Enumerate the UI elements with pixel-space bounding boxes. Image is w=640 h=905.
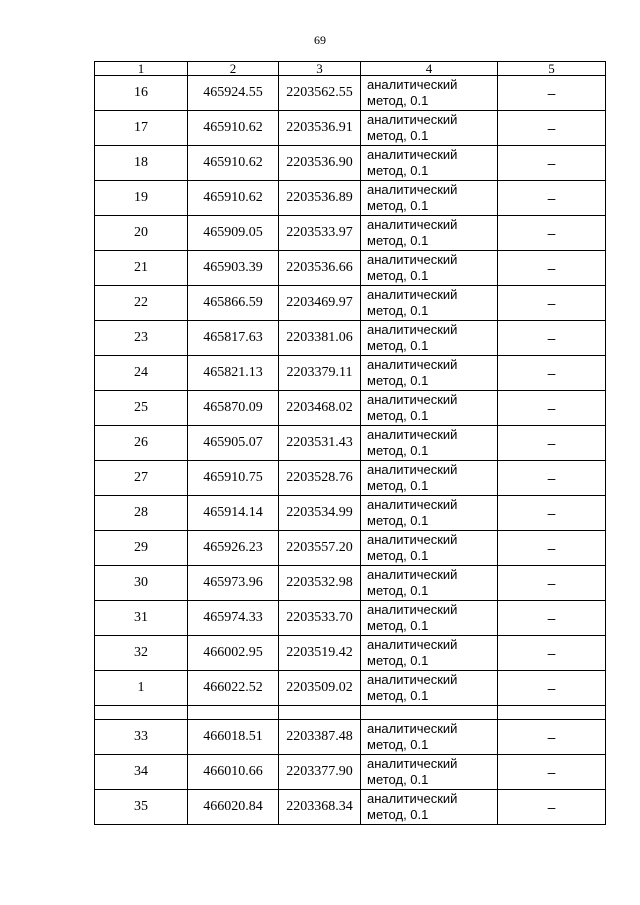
table-row [95, 755, 606, 790]
method-line-1: аналитический [367, 217, 458, 232]
x-coordinate-cell: 465924.55 [188, 76, 279, 111]
dash-cell: – [498, 531, 606, 566]
dash-cell: – [498, 181, 606, 216]
table-row [95, 146, 606, 181]
method-line-2: метод, 0.1 [367, 478, 429, 493]
point-number-cell: 33 [95, 720, 188, 755]
point-number-cell: 16 [95, 76, 188, 111]
method-cell [361, 636, 498, 671]
method-line-1: аналитический [367, 756, 458, 771]
y-coordinate-cell: 2203377.90 [279, 755, 361, 790]
method-cell [361, 216, 498, 251]
method-line-2: метод, 0.1 [367, 373, 429, 388]
point-number-cell: 22 [95, 286, 188, 321]
method-cell [361, 391, 498, 426]
method-line-1: аналитический [367, 112, 458, 127]
dash-cell: – [498, 216, 606, 251]
method-line-1: аналитический [367, 287, 458, 302]
method-line-1: аналитический [367, 392, 458, 407]
dash-cell: – [498, 391, 606, 426]
header-cell-4: 4 [361, 62, 498, 76]
method-line-2: метод, 0.1 [367, 583, 429, 598]
table-row [95, 790, 606, 825]
method-cell [361, 111, 498, 146]
header-cell-2: 2 [188, 62, 279, 76]
table-row [95, 601, 606, 636]
method-line-1: аналитический [367, 567, 458, 582]
point-number-cell: 24 [95, 356, 188, 391]
y-coordinate-cell: 2203379.11 [279, 356, 361, 391]
method-cell [361, 601, 498, 636]
y-coordinate-cell: 2203536.66 [279, 251, 361, 286]
table-row [95, 496, 606, 531]
table-row [95, 321, 606, 356]
point-number-cell: 35 [95, 790, 188, 825]
empty-cell [95, 706, 188, 720]
table-header-row [95, 62, 606, 76]
y-coordinate-cell: 2203534.99 [279, 496, 361, 531]
table-row [95, 531, 606, 566]
page-number: 69 [314, 33, 326, 47]
x-coordinate-cell: 466010.66 [188, 755, 279, 790]
dash-cell: – [498, 636, 606, 671]
x-coordinate-cell: 465905.07 [188, 426, 279, 461]
x-coordinate-cell: 466002.95 [188, 636, 279, 671]
point-number-cell: 26 [95, 426, 188, 461]
y-coordinate-cell: 2203562.55 [279, 76, 361, 111]
coordinates-table [94, 61, 606, 825]
x-coordinate-cell: 465903.39 [188, 251, 279, 286]
dash-cell: – [498, 720, 606, 755]
method-cell [361, 181, 498, 216]
dash-cell: – [498, 426, 606, 461]
point-number-cell: 19 [95, 181, 188, 216]
point-number-cell: 25 [95, 391, 188, 426]
method-cell [361, 720, 498, 755]
header-cell-1: 1 [95, 62, 188, 76]
table-row [95, 391, 606, 426]
method-line-1: аналитический [367, 147, 458, 162]
method-line-2: метод, 0.1 [367, 737, 429, 752]
header-cell-3: 3 [279, 62, 361, 76]
dash-cell: – [498, 251, 606, 286]
dash-cell: – [498, 755, 606, 790]
table-row [95, 181, 606, 216]
x-coordinate-cell: 465817.63 [188, 321, 279, 356]
method-line-2: метод, 0.1 [367, 128, 429, 143]
method-line-1: аналитический [367, 357, 458, 372]
y-coordinate-cell: 2203519.42 [279, 636, 361, 671]
method-line-2: метод, 0.1 [367, 513, 429, 528]
y-coordinate-cell: 2203532.98 [279, 566, 361, 601]
y-coordinate-cell: 2203381.06 [279, 321, 361, 356]
method-cell [361, 755, 498, 790]
method-line-1: аналитический [367, 322, 458, 337]
method-cell [361, 496, 498, 531]
method-line-2: метод, 0.1 [367, 163, 429, 178]
method-cell [361, 251, 498, 286]
y-coordinate-cell: 2203536.89 [279, 181, 361, 216]
method-line-2: метод, 0.1 [367, 303, 429, 318]
dash-cell: – [498, 111, 606, 146]
y-coordinate-cell: 2203536.90 [279, 146, 361, 181]
point-number-cell: 27 [95, 461, 188, 496]
dash-cell: – [498, 566, 606, 601]
empty-cell [279, 706, 361, 720]
table-row [95, 286, 606, 321]
point-number-cell: 31 [95, 601, 188, 636]
method-line-1: аналитический [367, 602, 458, 617]
method-line-1: аналитический [367, 427, 458, 442]
method-cell [361, 321, 498, 356]
method-cell [361, 566, 498, 601]
dash-cell: – [498, 496, 606, 531]
x-coordinate-cell: 465870.09 [188, 391, 279, 426]
coordinates-table-body [95, 62, 606, 825]
y-coordinate-cell: 2203557.20 [279, 531, 361, 566]
method-line-2: метод, 0.1 [367, 618, 429, 633]
method-line-1: аналитический [367, 721, 458, 736]
dash-cell: – [498, 671, 606, 706]
point-number-cell: 34 [95, 755, 188, 790]
method-line-2: метод, 0.1 [367, 233, 429, 248]
x-coordinate-cell: 465910.62 [188, 111, 279, 146]
method-cell [361, 461, 498, 496]
x-coordinate-cell: 465866.59 [188, 286, 279, 321]
dash-cell: – [498, 790, 606, 825]
header-cell-5: 5 [498, 62, 606, 76]
method-line-2: метод, 0.1 [367, 807, 429, 822]
y-coordinate-cell: 2203528.76 [279, 461, 361, 496]
method-cell [361, 790, 498, 825]
table-row [95, 111, 606, 146]
y-coordinate-cell: 2203469.97 [279, 286, 361, 321]
y-coordinate-cell: 2203531.43 [279, 426, 361, 461]
method-line-1: аналитический [367, 252, 458, 267]
table-row [95, 461, 606, 496]
method-line-2: метод, 0.1 [367, 548, 429, 563]
x-coordinate-cell: 466018.51 [188, 720, 279, 755]
point-number-cell: 28 [95, 496, 188, 531]
x-coordinate-cell: 465973.96 [188, 566, 279, 601]
method-line-2: метод, 0.1 [367, 653, 429, 668]
method-cell [361, 356, 498, 391]
method-line-2: метод, 0.1 [367, 268, 429, 283]
x-coordinate-cell: 465974.33 [188, 601, 279, 636]
dash-cell: – [498, 601, 606, 636]
dash-cell: – [498, 356, 606, 391]
method-cell [361, 426, 498, 461]
point-number-cell: 18 [95, 146, 188, 181]
method-line-2: метод, 0.1 [367, 772, 429, 787]
x-coordinate-cell: 466022.52 [188, 671, 279, 706]
method-line-2: метод, 0.1 [367, 443, 429, 458]
point-number-cell: 32 [95, 636, 188, 671]
y-coordinate-cell: 2203509.02 [279, 671, 361, 706]
method-cell [361, 531, 498, 566]
y-coordinate-cell: 2203468.02 [279, 391, 361, 426]
method-line-2: метод, 0.1 [367, 408, 429, 423]
x-coordinate-cell: 465910.75 [188, 461, 279, 496]
y-coordinate-cell: 2203368.34 [279, 790, 361, 825]
table-row [95, 426, 606, 461]
method-cell [361, 146, 498, 181]
x-coordinate-cell: 465821.13 [188, 356, 279, 391]
x-coordinate-cell: 466020.84 [188, 790, 279, 825]
method-line-1: аналитический [367, 77, 458, 92]
dash-cell: – [498, 286, 606, 321]
method-line-2: метод, 0.1 [367, 688, 429, 703]
point-number-cell: 1 [95, 671, 188, 706]
method-line-1: аналитический [367, 637, 458, 652]
point-number-cell: 30 [95, 566, 188, 601]
x-coordinate-cell: 465910.62 [188, 146, 279, 181]
method-line-2: метод, 0.1 [367, 338, 429, 353]
x-coordinate-cell: 465909.05 [188, 216, 279, 251]
empty-cell [361, 706, 498, 720]
table-row [95, 76, 606, 111]
dash-cell: – [498, 146, 606, 181]
x-coordinate-cell: 465914.14 [188, 496, 279, 531]
dash-cell: – [498, 76, 606, 111]
method-line-1: аналитический [367, 182, 458, 197]
table-row [95, 216, 606, 251]
y-coordinate-cell: 2203533.97 [279, 216, 361, 251]
method-line-1: аналитический [367, 672, 458, 687]
dash-cell: – [498, 321, 606, 356]
method-line-1: аналитический [367, 497, 458, 512]
point-number-cell: 17 [95, 111, 188, 146]
point-number-cell: 29 [95, 531, 188, 566]
method-line-2: метод, 0.1 [367, 93, 429, 108]
point-number-cell: 21 [95, 251, 188, 286]
y-coordinate-cell: 2203536.91 [279, 111, 361, 146]
table-row [95, 671, 606, 706]
x-coordinate-cell: 465926.23 [188, 531, 279, 566]
dash-cell: – [498, 461, 606, 496]
point-number-cell: 23 [95, 321, 188, 356]
table-row [95, 356, 606, 391]
empty-separator-row [95, 706, 606, 720]
method-line-1: аналитический [367, 462, 458, 477]
method-line-1: аналитический [367, 791, 458, 806]
method-cell [361, 671, 498, 706]
y-coordinate-cell: 2203387.48 [279, 720, 361, 755]
y-coordinate-cell: 2203533.70 [279, 601, 361, 636]
method-cell [361, 286, 498, 321]
table-row [95, 636, 606, 671]
table-row [95, 720, 606, 755]
point-number-cell: 20 [95, 216, 188, 251]
method-line-1: аналитический [367, 532, 458, 547]
empty-cell [498, 706, 606, 720]
table-row [95, 566, 606, 601]
method-cell [361, 76, 498, 111]
empty-cell [188, 706, 279, 720]
method-line-2: метод, 0.1 [367, 198, 429, 213]
x-coordinate-cell: 465910.62 [188, 181, 279, 216]
table-row [95, 251, 606, 286]
